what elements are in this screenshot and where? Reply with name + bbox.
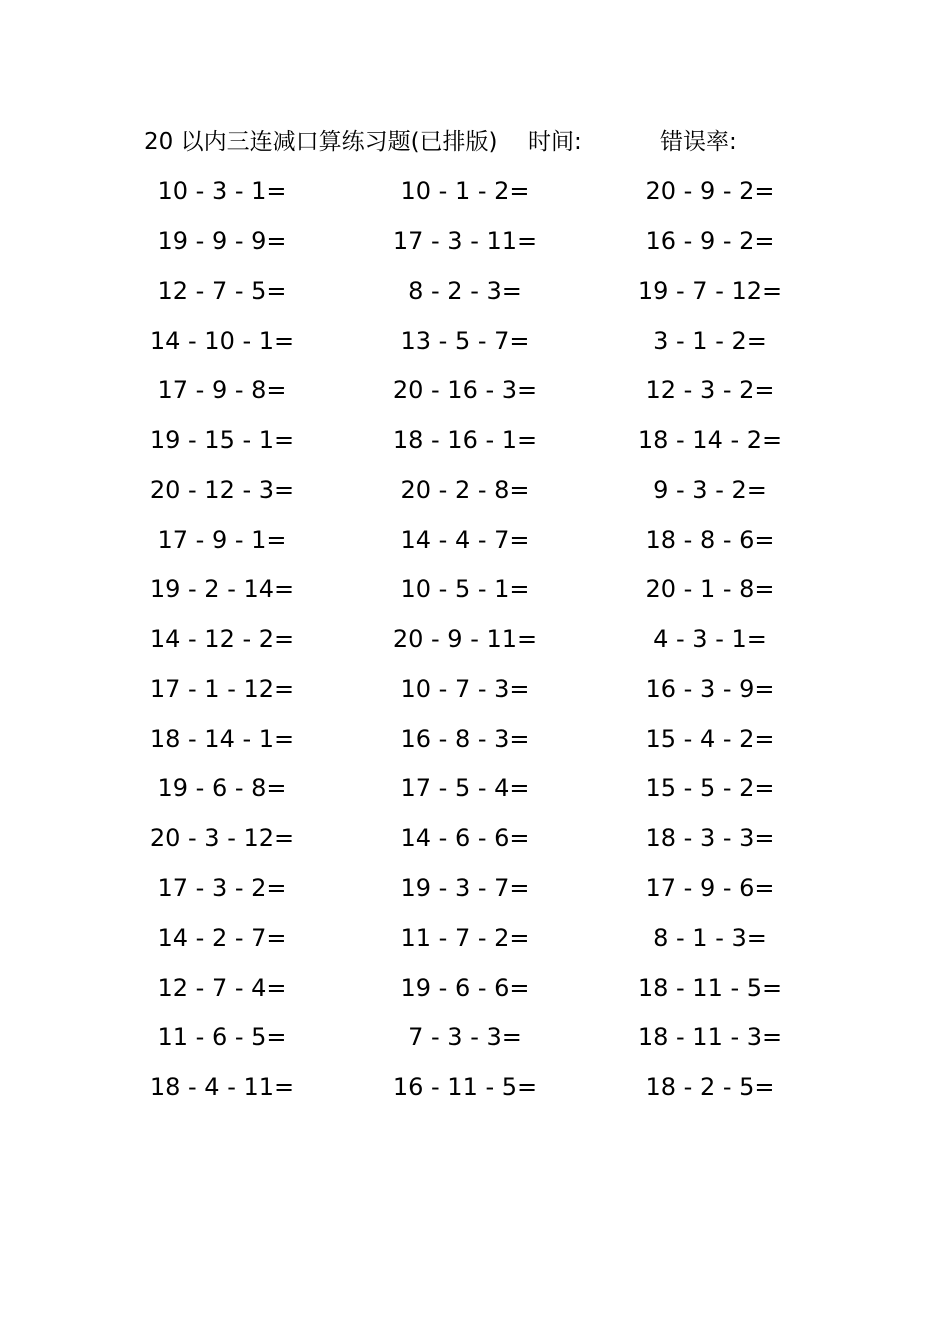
problem: 7 - 3 - 3= [408, 1023, 522, 1051]
problem: 18 - 14 - 2= [637, 426, 783, 454]
problem: 16 - 11 - 5= [392, 1073, 538, 1101]
problem: 8 - 2 - 3= [408, 277, 522, 305]
problem-row [0, 669, 950, 709]
problem-row [0, 818, 950, 858]
problem: 18 - 11 - 5= [637, 974, 783, 1002]
problem: 15 - 5 - 2= [645, 774, 775, 802]
problem: 10 - 1 - 2= [400, 177, 530, 205]
problem-row [0, 420, 950, 460]
worksheet-title: 20 以内三连减口算练习题(已排版) [144, 129, 498, 155]
problem: 17 - 3 - 11= [392, 227, 538, 255]
problem: 19 - 6 - 6= [400, 974, 530, 1002]
problem: 16 - 8 - 3= [400, 725, 530, 753]
problem: 17 - 9 - 6= [645, 874, 775, 902]
problem: 17 - 3 - 2= [157, 874, 287, 902]
problem-row [0, 619, 950, 659]
problem: 18 - 4 - 11= [149, 1073, 295, 1101]
problem: 19 - 9 - 9= [157, 227, 287, 255]
problem: 14 - 2 - 7= [157, 924, 287, 952]
problem-row [0, 868, 950, 908]
problem-row [0, 918, 950, 958]
problem: 17 - 9 - 8= [157, 376, 287, 404]
problem: 10 - 5 - 1= [400, 575, 530, 603]
problem-row [0, 520, 950, 560]
problem: 19 - 3 - 7= [400, 874, 530, 902]
problem: 17 - 5 - 4= [400, 774, 530, 802]
problem: 16 - 9 - 2= [645, 227, 775, 255]
problem-row [0, 1017, 950, 1057]
problem: 10 - 3 - 1= [157, 177, 287, 205]
problem: 17 - 9 - 1= [157, 526, 287, 554]
problem: 19 - 15 - 1= [149, 426, 295, 454]
problem-row [0, 470, 950, 510]
problem: 20 - 1 - 8= [645, 575, 775, 603]
time-label: 时间: [528, 129, 582, 155]
problem: 19 - 7 - 12= [637, 277, 783, 305]
problem: 14 - 4 - 7= [400, 526, 530, 554]
problem: 14 - 10 - 1= [149, 327, 295, 355]
problem: 3 - 1 - 2= [653, 327, 767, 355]
problem: 11 - 6 - 5= [157, 1023, 287, 1051]
problem: 18 - 14 - 1= [149, 725, 295, 753]
problem: 18 - 2 - 5= [645, 1073, 775, 1101]
error-rate-label: 错误率: [660, 129, 737, 155]
problem: 18 - 11 - 3= [637, 1023, 783, 1051]
problem: 11 - 7 - 2= [400, 924, 530, 952]
problem: 17 - 1 - 12= [149, 675, 295, 703]
problem-row [0, 171, 950, 211]
problem-row [0, 768, 950, 808]
problem: 12 - 3 - 2= [645, 376, 775, 404]
problem: 14 - 12 - 2= [149, 625, 295, 653]
problem: 18 - 16 - 1= [392, 426, 538, 454]
problem: 12 - 7 - 4= [157, 974, 287, 1002]
problem-row [0, 321, 950, 361]
problem-row [0, 271, 950, 311]
problem: 20 - 2 - 8= [400, 476, 530, 504]
problem: 18 - 8 - 6= [645, 526, 775, 554]
problem: 14 - 6 - 6= [400, 824, 530, 852]
problem: 20 - 3 - 12= [149, 824, 295, 852]
problem: 16 - 3 - 9= [645, 675, 775, 703]
problem: 10 - 7 - 3= [400, 675, 530, 703]
problem-row [0, 719, 950, 759]
problem: 4 - 3 - 1= [653, 625, 767, 653]
problem: 13 - 5 - 7= [400, 327, 530, 355]
problem: 20 - 16 - 3= [392, 376, 538, 404]
problem-row [0, 221, 950, 261]
problem: 19 - 6 - 8= [157, 774, 287, 802]
problem: 20 - 12 - 3= [149, 476, 295, 504]
problem-row [0, 370, 950, 410]
worksheet-header [144, 126, 784, 158]
problem: 15 - 4 - 2= [645, 725, 775, 753]
problem: 19 - 2 - 14= [149, 575, 295, 603]
problem: 8 - 1 - 3= [653, 924, 767, 952]
problem: 9 - 3 - 2= [653, 476, 767, 504]
problem: 20 - 9 - 11= [392, 625, 538, 653]
problem: 12 - 7 - 5= [157, 277, 287, 305]
problem-row [0, 1067, 950, 1107]
problem: 18 - 3 - 3= [645, 824, 775, 852]
problem-row [0, 968, 950, 1008]
problem-row [0, 569, 950, 609]
problem: 20 - 9 - 2= [645, 177, 775, 205]
